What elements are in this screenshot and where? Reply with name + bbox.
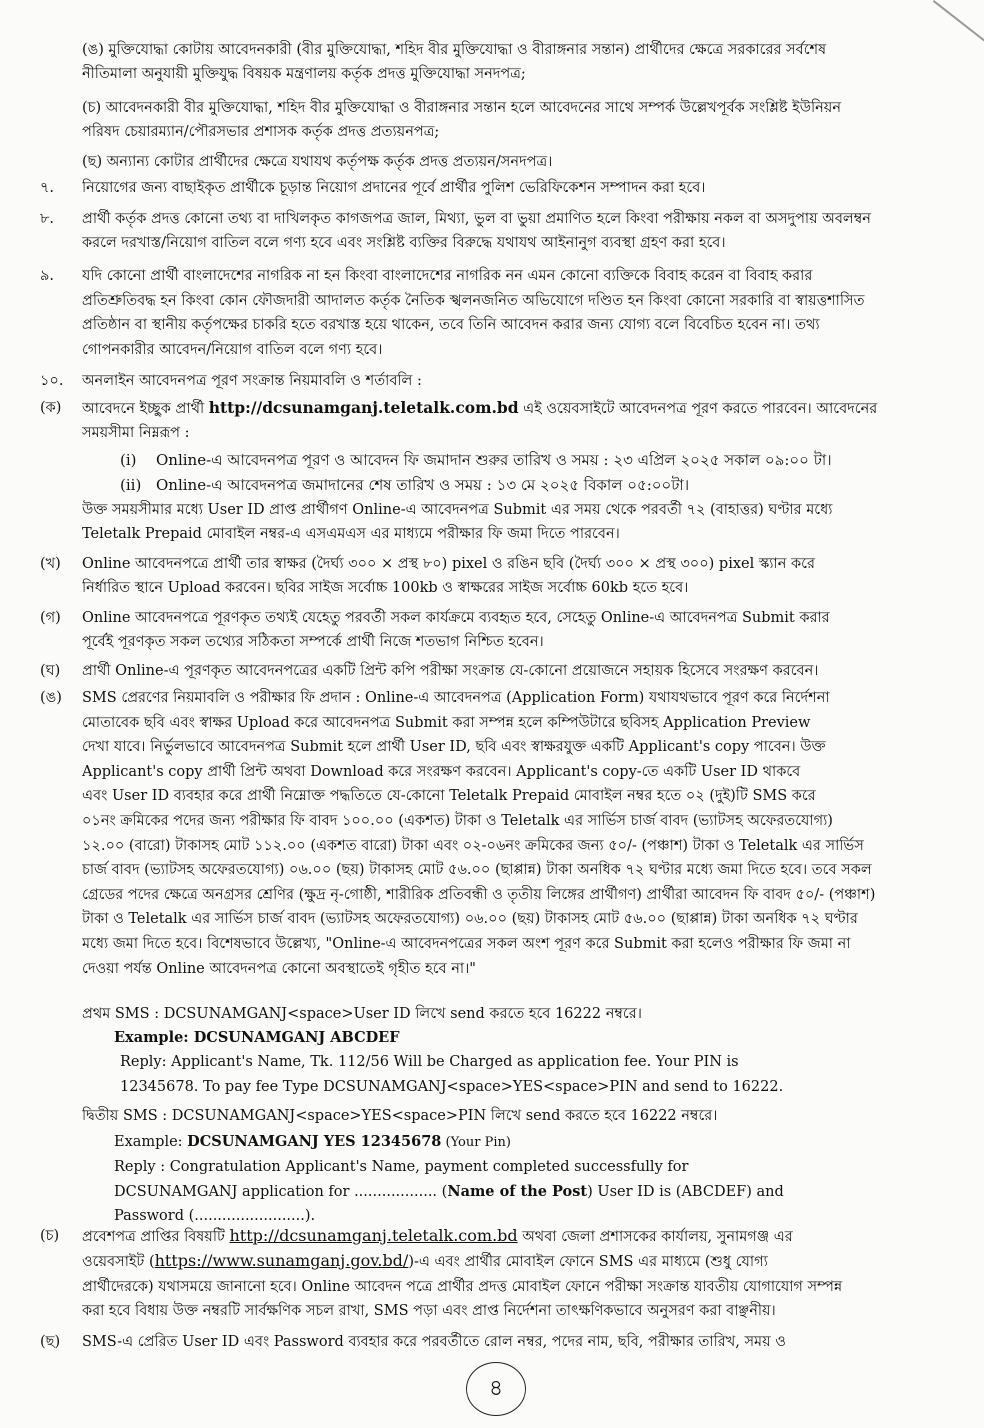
text-line: নির্ধারিত স্থানে Upload করবেন। ছবির সাইজ সর্বোচ্চ 100kb ও স্বাক্ষরের সাইজ সর্বোচ্চ 60kb হতে হবে। — [82, 580, 689, 597]
text-line: Applicant's copy প্রার্থী প্রিন্ট অথবা Download করে সংরক্ষণ করবেন। Applicant's copy-তে একটি User ID থাকবে — [82, 763, 801, 780]
reply-text: DCSUNAMGANJ application for .................. (Name of the Post) User ID is (ABCDEF) and — [114, 1182, 784, 1200]
reply-text: 12345678. To pay fee Type DCSUNAMGANJ<space>YES<space>PIN and send to 16222. — [120, 1078, 784, 1095]
text-line: এবং User ID ব্যবহার করে প্রার্থী নিম্নোক্ত পদ্ধতিতে যে-কোনো Teletalk Prepaid মোবাইল নম্বর হতে ০২ (দুই)টি SMS করে — [82, 788, 816, 805]
text-line: যদি কোনো প্রার্থী বাংলাদেশের নাগরিক না হন কিংবা বাংলাদেশের নাগরিক নন এমন কোনো ব্যক্তিকে বিবাহ করেন বা বিবাহ করার — [82, 268, 813, 284]
example-text: Example: DCSUNAMGANJ YES 12345678 (Your Pin) — [114, 1133, 511, 1150]
item-number: ৭. — [40, 180, 55, 196]
text-line: (ছ) অন্যান্য কোটার প্রার্থীদের ক্ষেত্রে যথাযথ কর্তৃপক্ষ কর্তৃক প্রদত্ত প্রত্যয়ন/সনদপত্র। — [82, 154, 553, 170]
text-line: মোতাবেক ছবি এবং স্বাক্ষর Upload করে আবেদনপত্র Submit করা সম্পন্ন হলে কম্পিউটারে ছবিসহ Application Preview — [82, 714, 811, 731]
item-number: ৮. — [40, 211, 55, 227]
schedule-i: (i) Online-এ আবেদনপত্র পূরণ ও আবেদন ফি জমাদান শুরুর তারিখ ও সময় : ২৩ এপ্রিল ২০২৫ সকাল ০৯:০০ টা। — [120, 451, 832, 469]
text-line: Online আবেদনপত্রে পূরণকৃত তথ্যই যেহেতু পরবর্তী সকল কার্যক্রমে ব্যবহৃত হবে, সেহেতু Online-এ আবেদনপত্র Submit করার — [82, 610, 830, 626]
text-line: প্রার্থী কর্তৃক প্রদত্ত কোনো তথ্য বা দাখিলকৃত কাগজপত্র জাল, মিথ্যা, ভুল বা ভুয়া প্রমাণিত হলে কিংবা পরীক্ষায় নকল বা অসদুপায় অবলম্বন — [82, 211, 871, 227]
text-line: নীতিমালা অনুযায়ী মুক্তিযুদ্ধ বিষয়ক মন্ত্রণালয় কর্তৃক প্রদত্ত মুক্তিযোদ্ধা সনদপত্র; — [82, 66, 526, 83]
text-line: (ঙ) মুক্তিযোদ্ধা কোটায় আবেদনকারী (বীর মুক্তিযোদ্ধা, শহিদ বীর মুক্তিযোদ্ধা ও বীরাঙ্গনার সন্তান) প্রার্থীদের ক্ষেত্রে সরকারের সর্বশেষ — [82, 42, 827, 58]
text-line: ওয়েবসাইট (https://www.sunamganj.gov.bd/)-এ এবং প্রার্থীর মোবাইল ফোনে SMS এর মাধ্যমে (শুধু যোগ্য — [82, 1251, 768, 1271]
reply-text: Reply: Applicant's Name, Tk. 112/56 Will be Charged as application fee. Your PIN is — [120, 1054, 739, 1071]
text-line: মধ্যে জমা দিতে হবে। বিশেষভাবে উল্লেখ্য, "Online-এ আবেদনপত্রের সকল অংশ পূরণ করে Submit করা হলেও পরীক্ষার ফি জমা না — [82, 935, 851, 952]
website-link[interactable]: http://dcsunamganj.teletalk.com.bd — [208, 398, 519, 417]
item-number: ১০. — [40, 373, 64, 389]
text-line: ০১নং ক্রমিকের পদের জন্য পরীক্ষার ফি বাবদ ১০০.০০ (একশত) টাকা ও Teletalk এর সার্ভিস চার্জ বাবদ (ভ্যাটসহ অফেরতযোগ্য) — [82, 812, 833, 829]
text-line: সময়সীমা নিম্নরূপ : — [82, 425, 190, 442]
section-heading: অনলাইন আবেদনপত্র পূরণ সংক্রান্ত নিয়মাবলি ও শর্তাবলি : — [82, 373, 422, 389]
text-line: Online আবেদনপত্রে প্রার্থী তার স্বাক্ষর (দৈর্ঘ্য ৩০০ × প্রস্থ ৮০) pixel ও রঙিন ছবি (দৈর্ঘ্য ৩০০ × প্রস্থ ৩০০) pixel স্ক্যান করে — [82, 556, 815, 572]
text-line: আবেদনে ইচ্ছুক প্রার্থী http://dcsunamganj.teletalk.com.bd এই ওয়েবসাইটে আবেদনপত্র পূরণ করতে পারবেন। আবেদনের — [82, 398, 878, 417]
sub-marker: (ঙ) — [40, 690, 62, 706]
text-line: প্রতিশ্রুতিবদ্ধ হন কিংবা কোন ফৌজদারী আদালত কর্তৃক নৈতিক স্খলনজনিত অভিযোগে দণ্ডিত হন কিংবা কোনো সরকারি বা স্বায়ত্তশাসিত — [82, 292, 865, 309]
sub-marker: (ঘ) — [40, 663, 61, 679]
page-number: ৪ — [466, 1362, 526, 1416]
item-number: ৯. — [40, 268, 55, 284]
text-line: SMS প্রেরণের নিয়মাবলি ও পরীক্ষার ফি প্রদান : Online-এ আবেদনপত্র (Application Form) যথাযথভাবে পূরণ করে নির্দেশনা — [82, 690, 830, 706]
text-line: প্রার্থী Online-এ পূরণকৃত আবেদনপত্রের একটি প্রিন্ট কপি পরীক্ষা সংক্রান্ত যে-কোনো প্রয়োজনে সহায়ক হিসেবে সংরক্ষণ করবেন। — [82, 663, 819, 679]
text-line: নিয়োগের জন্য বাছাইকৃত প্রার্থীকে চূড়ান্ত নিয়োগ প্রদানের পূর্বে প্রার্থীর পুলিশ ভেরিফিকেশন সম্পাদন করা হবে। — [82, 180, 706, 196]
text-line: পূর্বেই পূরণকৃত সকল তথ্যের সঠিকতা সম্পর্কে প্রার্থী নিজে শতভাগ নিশ্চিত হবেন। — [82, 634, 544, 651]
text-line: করা হবে বিধায় উক্ত নম্বরটি সার্বক্ষণিক সচল রাখা, SMS পড়া এবং প্রাপ্ত নির্দেশনা তাৎক্ষণিকভাবে অনুসরণ করা বাঞ্ছনীয়। — [82, 1303, 776, 1320]
text-line: উক্ত সময়সীমার মধ্যে User ID প্রাপ্ত প্রার্থীগণ Online-এ আবেদনপত্র Submit এর সময় থেকে পরবর্তী ৭২ (বাহাত্তর) ঘণ্টার মধ্যে — [82, 502, 833, 518]
text-line: দ্বিতীয় SMS : DCSUNAMGANJ<space>YES<space>PIN লিখে send করতে হবে 16222 নম্বরে। — [82, 1108, 718, 1124]
text-line: গ্রেডের পদের ক্ষেত্রে অনগ্রসর শ্রেণির (ক্ষুদ্র নৃ-গোষ্ঠী, শারীরিক প্রতিবন্ধী ও তৃতীয় লিঙ্গের প্রার্থীগণ) প্রার্থীরা আবেদন ফি বাবদ ৫০/- (পঞ্চাশ) — [82, 886, 876, 903]
text-line: চার্জ বাবদ (ভ্যাটসহ অফেরতযোগ্য) ০৬.০০ (ছয়) টাকাসহ মোট ৫৬.০০ (ছাপ্পান্ন) টাকা অনধিক ৭২ ঘণ্টার মধ্যে জমা দিতে হবে। তবে সকল — [82, 862, 872, 879]
website-link[interactable]: http://dcsunamganj.teletalk.com.bd — [229, 1226, 518, 1245]
text-line: টাকা ও Teletalk এর সার্ভিস চার্জ বাবদ (ভ্যাটসহ অফেরতযোগ্য) ০৬.০০ (ছয়) টাকাসহ মোট ৫৬.০০ (ছাপ্পান্ন) টাকা অনধিক ৭২ ঘণ্টার — [82, 911, 858, 928]
reply-text: Reply : Congratulation Applicant's Name, payment completed successfully for — [114, 1159, 689, 1176]
scan-edge-line — [933, 0, 984, 45]
sub-marker: (চ) — [40, 1228, 60, 1244]
text-line: দেওয়া পর্যন্ত Online আবেদনপত্র কোনো অবস্থাতেই গৃহীত হবে না।" — [82, 960, 476, 977]
text-line: প্রবেশপত্র প্রাপ্তির বিষয়টি http://dcsunamganj.teletalk.com.bd অথবা জেলা প্রশাসকের কার্যালয়, সুনামগঞ্জ এর — [82, 1226, 793, 1245]
text-line: করলে দরখাস্ত/নিয়োগ বাতিল বলে গণ্য হবে এবং সংশ্লিষ্ট ব্যক্তির বিরুদ্ধে যথাযথ আইনানুগ ব্যবস্থা গ্রহণ করা হবে। — [82, 235, 726, 252]
sub-marker: (ক) — [40, 400, 62, 416]
text-line: ১২.০০ (বারো) টাকাসহ মোট ১১২.০০ (একশত বারো) টাকা এবং ০২-০৬নং ক্রমিকের জন্য ৫০/- (পঞ্চাশ) টাকা ও Teletalk এর সার্ভিস — [82, 837, 864, 854]
text-line: Teletalk Prepaid মোবাইল নম্বর-এ এসএমএস এর মাধ্যমে পরীক্ষার ফি জমা দিতে পারবেন। — [82, 526, 620, 543]
text-line: SMS-এ প্রেরিত User ID এবং Password ব্যবহার করে পরবর্তীতে রোল নম্বর, পদের নাম, ছবি, পরীক্ষার তারিখ, সময় ও — [82, 1334, 786, 1350]
sub-marker: (ছ) — [40, 1334, 61, 1350]
text-line: পরিষদ চেয়ারম্যান/পৌরসভার প্রশাসক কর্তৃক প্রদত্ত প্রত্যয়নপত্র; — [82, 124, 440, 141]
text-line: গোপনকারীর আবেদন/নিয়োগ বাতিল বলে গণ্য হবে। — [82, 341, 383, 358]
website-link[interactable]: https://www.sunamganj.gov.bd/ — [154, 1251, 409, 1271]
example-text: Example: DCSUNAMGANJ ABCDEF — [114, 1029, 400, 1046]
sub-marker: (খ) — [40, 556, 61, 572]
text-line: প্রথম SMS : DCSUNAMGANJ<space>User ID লিখে send করতে হবে 16222 নম্বরে। — [82, 1006, 642, 1022]
text-line: প্রতিষ্ঠান বা স্থানীয় কর্তৃপক্ষের চাকরি হতে বরখাস্ত হয়ে থাকেন, তবে তিনি আবেদন করার জন্য যোগ্য বলে বিবেচিত হবেন না। তথ্য — [82, 317, 820, 334]
reply-text: Password (........................). — [114, 1208, 316, 1225]
text-line: (চ) আবেদনকারী বীর মুক্তিযোদ্ধা, শহিদ বীর মুক্তিযোদ্ধা ও বীরাঙ্গনার সন্তান হলে আবেদনের সাথে সম্পর্ক উল্লেখপূর্বক সংশ্লিষ্ট ইউনিয়ন — [82, 100, 842, 116]
sub-marker: (গ) — [40, 610, 61, 626]
text-line: প্রার্থীদেরকে) যথাসময়ে জানানো হবে। Online আবেদন পত্রে প্রার্থীর প্রদত্ত মোবাইল ফোনে পরীক্ষা সংক্রান্ত যাবতীয় যোগাযোগ সম্পন্ন — [82, 1278, 843, 1295]
schedule-ii: (ii) Online-এ আবেদনপত্র জমাদানের শেষ তারিখ ও সময় : ১৩ মে ২০২৫ বিকাল ০৫:০০টা। — [120, 476, 690, 494]
text-line: দেখা যাবে। নির্ভুলভাবে আবেদনপত্র Submit হলে প্রার্থী User ID, ছবি এবং স্বাক্ষরযুক্ত একটি Applicant's copy পাবেন। উক্ত — [82, 739, 826, 756]
